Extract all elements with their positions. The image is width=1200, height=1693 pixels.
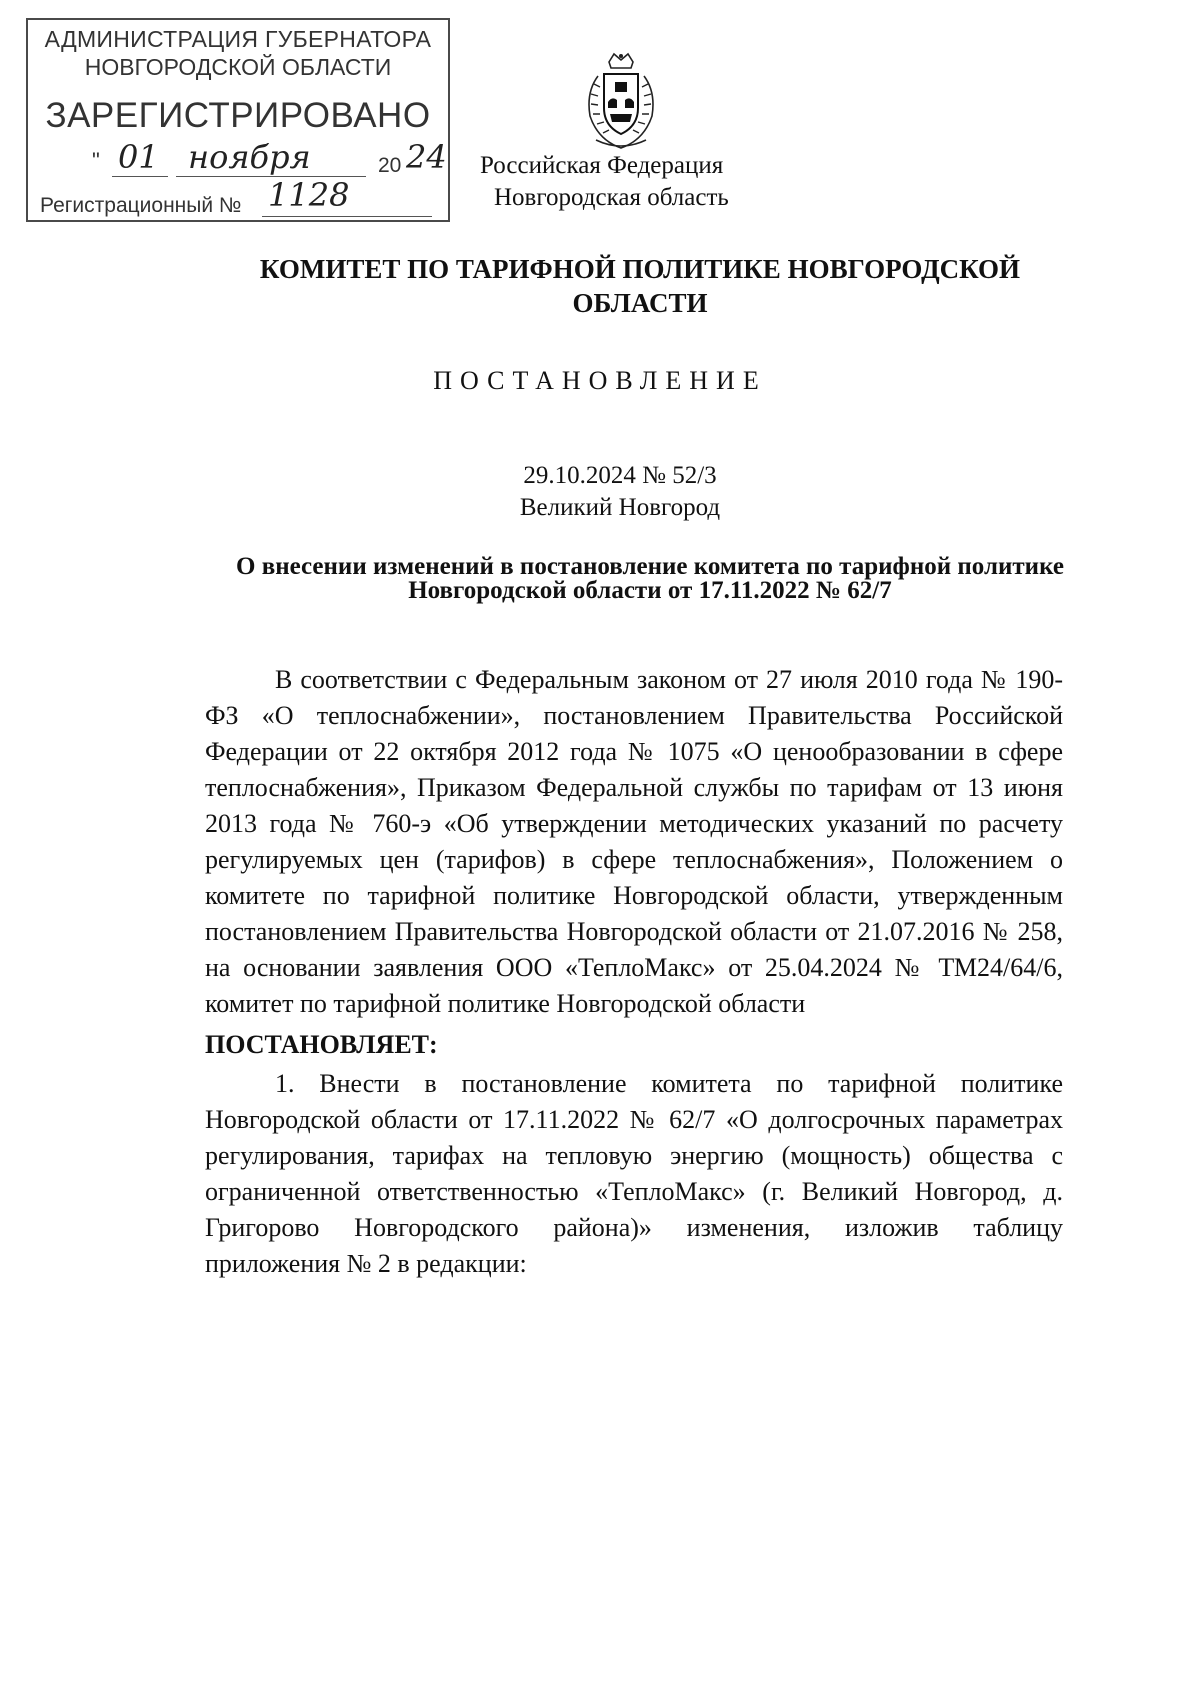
stamp-day-underline	[112, 176, 168, 177]
stamp-registration-label: Регистрационный №	[40, 194, 242, 217]
region-name: Новгородская область	[494, 184, 729, 211]
preamble-paragraph: В соответствии с Федеральным законом от 27 июля 2010 года № 190-ФЗ «О теплоснабжении», постановлением Правительства Российской Федерации от 22 октября 2012 года № 1075 «О ценообразовании в сфере теплоснабжения», Приказом Федеральной службы по тарифам от 13 июня 2013 года № 760-э «Об утверждении методических указаний по расчету регулируемых цен (тарифов) в сфере теплоснабжения», Положением о комитете по тарифной политике Новгородской области, утвержденным постановлением Правительства Новгородской области от 21.07.2016 № 258, на основании заявления ООО «ТеплоМакс» от 25.04.2024 № ТМ24/64/6, комитет по тарифной политике Новгородской области	[205, 665, 1063, 1018]
document-subject: О внесении изменений в постановление комитета по тарифной политике Новгородской области от 17.11.2022 № 62/7	[236, 553, 1064, 604]
stamp-authority-line2: НОВГОРОДСКОЙ ОБЛАСТИ	[84, 54, 392, 80]
resolves-heading: ПОСТАНОВЛЯЕТ:	[205, 1030, 438, 1059]
country-name: Российская Федерация	[480, 152, 724, 179]
document-type: ПОСТАНОВЛЕНИЕ	[433, 366, 767, 395]
coat-of-arms-icon	[576, 52, 666, 152]
stamp-year-handwritten: 24	[406, 138, 447, 176]
stamp-authority-line1: АДМИНИСТРАЦИЯ ГУБЕРНАТОРА	[44, 26, 432, 52]
stamp-registered-label: ЗАРЕГИСТРИРОВАНО	[45, 96, 431, 135]
stamp-date-row	[68, 138, 458, 184]
registration-stamp	[26, 18, 450, 222]
document-city: Великий Новгород	[519, 494, 721, 521]
document-date-number: 29.10.2024 № 52/3	[523, 462, 717, 489]
committee-title: КОМИТЕТ ПО ТАРИФНОЙ ПОЛИТИКЕ НОВГОРОДСКОЙ ОБЛАСТИ	[259, 254, 1021, 318]
stamp-quote-mark: "	[92, 148, 100, 173]
stamp-year-prefix: 20	[378, 154, 402, 177]
stamp-day-handwritten: 01	[118, 138, 159, 176]
stamp-month-handwritten: ноября	[188, 138, 311, 176]
resolution-item-1: 1. Внести в постановление комитета по тарифной политике Новгородской области от 17.11.2022 № 62/7 «О долгосрочных параметрах регулирования, тарифах на тепловую энергию (мощность) общества с ограниченной ответственностью «ТеплоМакс» (г. Великий Новгород, д. Григорово Новгородского района)» изменения, изложив таблицу приложения № 2 в редакции:	[205, 1069, 1063, 1278]
stamp-registration-row	[40, 176, 440, 222]
stamp-registration-number: 1128	[268, 176, 350, 214]
stamp-registration-underline	[262, 216, 432, 217]
